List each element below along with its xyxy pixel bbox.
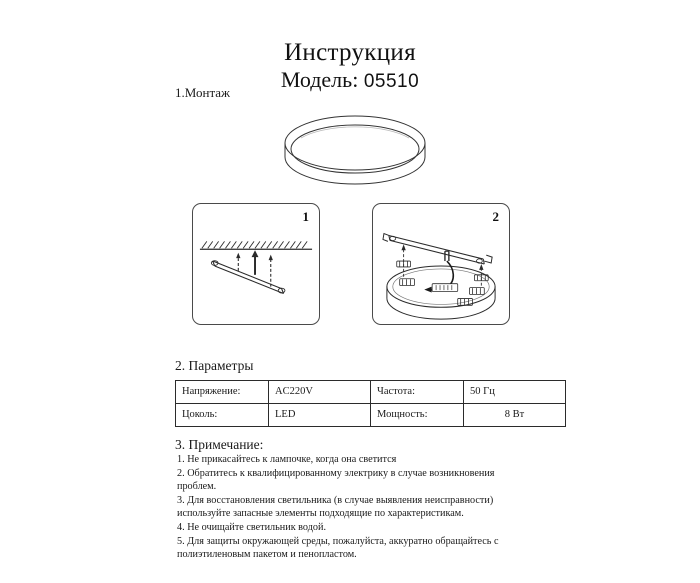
page-title: Инструкция [284, 39, 416, 66]
param-value-frequency: 50 Гц [464, 381, 566, 404]
mounting-bracket-to-ceiling-diagram [192, 203, 320, 325]
list-item: 2. Обратитесь к квалифицированному электрику в случае возникновения проблем. [177, 467, 495, 493]
model-number: 05510 [363, 71, 420, 92]
param-key-socket: Цоколь: [176, 404, 269, 427]
section-heading-parameters: 2. Параметры [175, 358, 254, 373]
section-heading-notes: 3. Примечание: [175, 437, 264, 452]
panel-number-2: 2 [492, 209, 499, 224]
table-row [176, 404, 566, 427]
param-value-power: 8 Вт [464, 404, 566, 427]
model-label: Модель: [280, 67, 359, 92]
parameters-table [175, 380, 566, 427]
panel-number-1: 1 [302, 209, 309, 224]
param-value-socket: LED [269, 404, 371, 427]
round-ceiling-lamp-illustration [275, 105, 435, 200]
list-item: 4. Не очищайте светильник водой. [177, 521, 327, 533]
param-key-frequency: Частота: [371, 381, 464, 404]
list-item: 5. Для защиты окружающей среды, пожалуйста, аккуратно обращайтесь с полиэтиленовым пакетом и пенопластом. [177, 535, 499, 561]
table-row [176, 381, 566, 404]
param-value-voltage: AC220V [269, 381, 371, 404]
lamp-body-attachment-diagram [372, 203, 510, 325]
param-key-power: Мощность: [371, 404, 464, 427]
list-item: 1. Не прикасайтесь к лампочке, когда она светится [177, 454, 397, 465]
section-heading-mounting: 1.Монтаж [175, 85, 231, 100]
model-line [0, 66, 700, 96]
param-key-voltage: Напряжение: [176, 381, 269, 404]
notes-list [177, 453, 517, 562]
list-item: 3. Для восстановления светильника (в случае выявления неисправности) используйте запасные элементы подходящие по характеристикам. [177, 494, 494, 520]
